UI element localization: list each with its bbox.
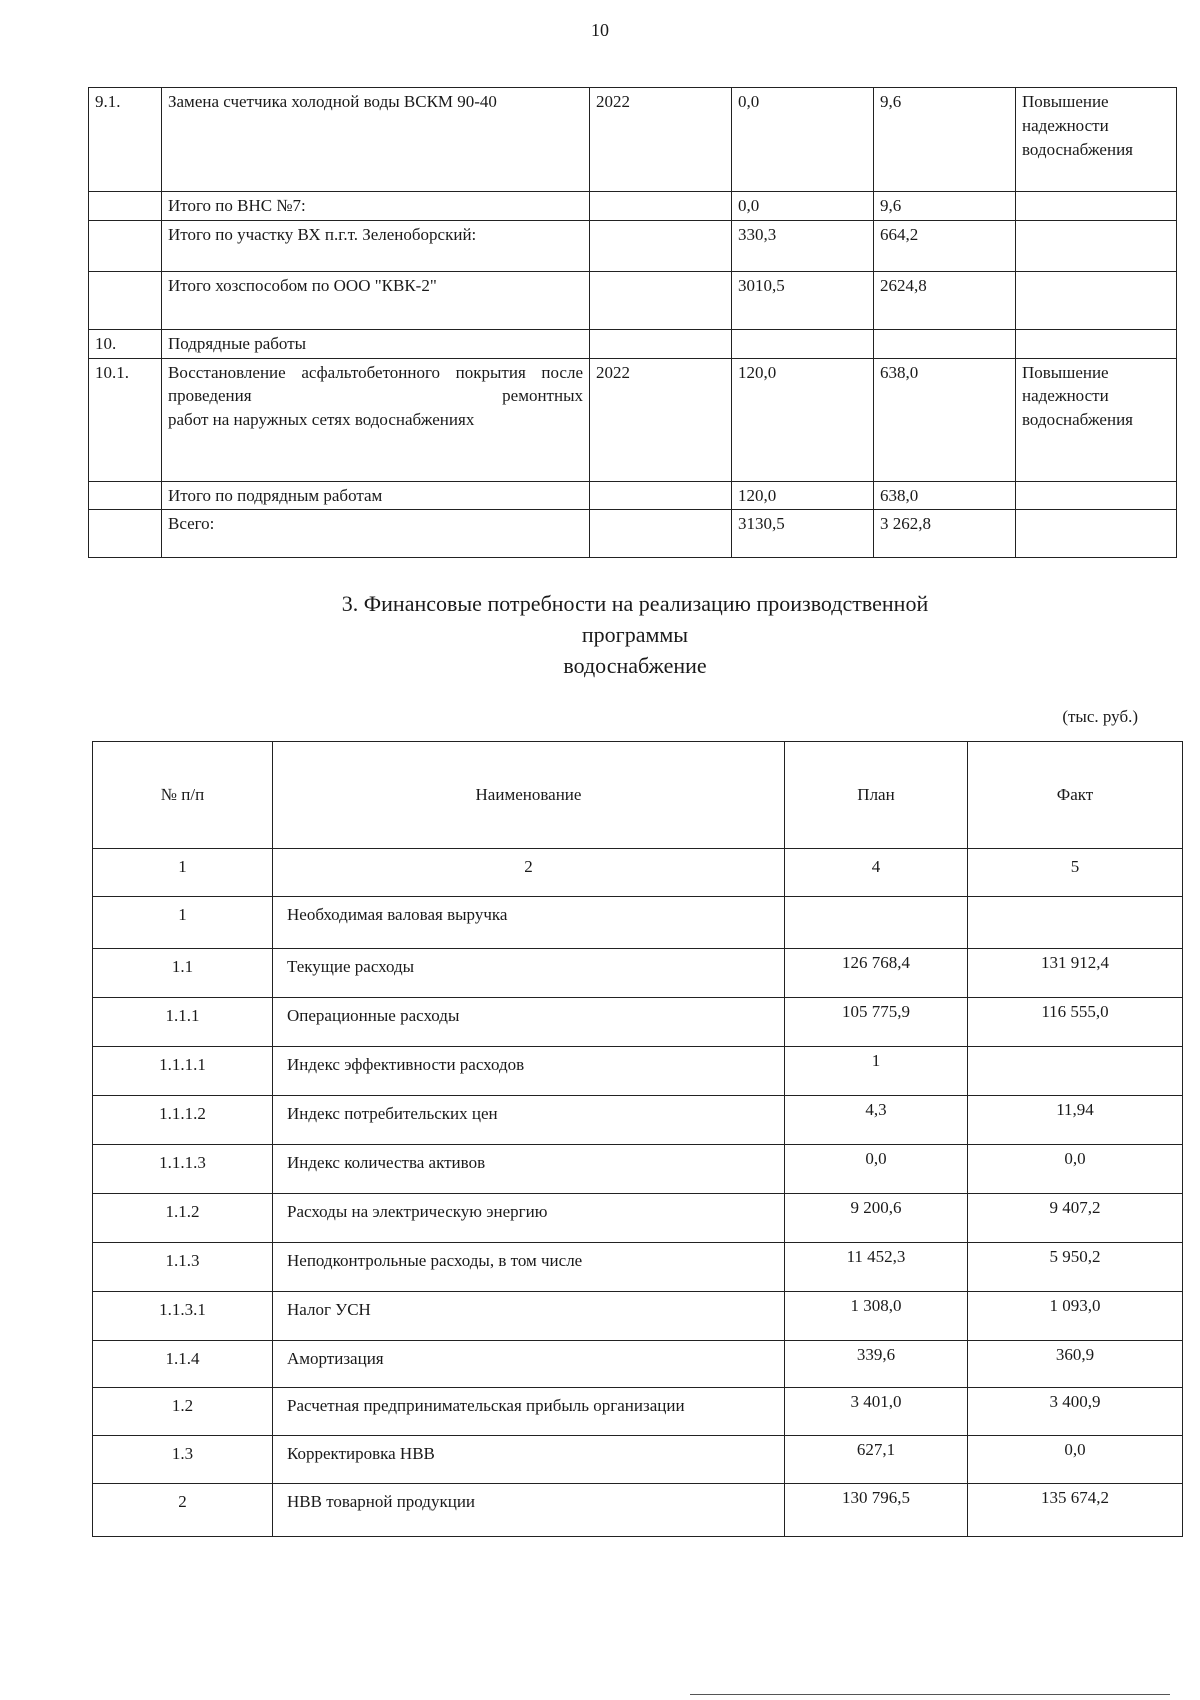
table-row xyxy=(93,1484,1183,1537)
item-year xyxy=(590,220,732,271)
item-note: Повышение надежности водоснабжения xyxy=(1016,88,1177,192)
table-row xyxy=(89,192,1177,221)
works-table xyxy=(88,87,1177,558)
item-name-main: Восстановление асфальтобетонного покрытия после проведения ремонтных xyxy=(168,362,583,406)
row-fact: 135 674,2 xyxy=(968,1484,1183,1537)
item-name: Итого по участку ВХ п.г.т. Зеленоборский: xyxy=(162,220,590,271)
row-plan: 339,6 xyxy=(785,1341,968,1388)
row-fact: 1 093,0 xyxy=(968,1292,1183,1341)
footer-rule xyxy=(690,1694,1170,1695)
item-plan: 3010,5 xyxy=(732,271,874,329)
item-plan xyxy=(732,329,874,358)
column-number: 1 xyxy=(93,849,273,897)
item-note xyxy=(1016,192,1177,221)
row-number: 1.1.1.3 xyxy=(93,1145,273,1194)
item-fact: 2624,8 xyxy=(874,271,1016,329)
row-number: 1.1.3.1 xyxy=(93,1292,273,1341)
item-note xyxy=(1016,481,1177,510)
table-row xyxy=(93,1388,1183,1436)
row-number: 1.1 xyxy=(93,949,273,998)
item-name: Всего: xyxy=(162,510,590,558)
item-fact: 9,6 xyxy=(874,192,1016,221)
row-number: 1.1.4 xyxy=(93,1341,273,1388)
row-fact: 0,0 xyxy=(968,1145,1183,1194)
row-plan: 3 401,0 xyxy=(785,1388,968,1436)
row-plan: 126 768,4 xyxy=(785,949,968,998)
item-number xyxy=(89,220,162,271)
row-fact: 0,0 xyxy=(968,1436,1183,1484)
row-name: Неподконтрольные расходы, в том числе xyxy=(273,1243,785,1292)
row-name: Необходимая валовая выручка xyxy=(273,897,785,949)
units-note: (тыс. руб.) xyxy=(1062,707,1138,726)
item-year xyxy=(590,329,732,358)
item-number xyxy=(89,510,162,558)
row-name: Индекс потребительских цен xyxy=(273,1096,785,1145)
item-number: 10.1. xyxy=(89,358,162,481)
row-name: Корректировка НВВ xyxy=(273,1436,785,1484)
row-number: 1.1.2 xyxy=(93,1194,273,1243)
item-note xyxy=(1016,329,1177,358)
page-number: 10 xyxy=(591,20,609,40)
item-plan: 0,0 xyxy=(732,192,874,221)
row-number: 2 xyxy=(93,1484,273,1537)
table-row xyxy=(89,329,1177,358)
column-number: 5 xyxy=(968,849,1183,897)
item-name-last-line: работ на наружных сетях водоснабжениях xyxy=(168,410,475,430)
item-name: Подрядные работы xyxy=(162,329,590,358)
row-plan: 0,0 xyxy=(785,1145,968,1194)
row-fact: 131 912,4 xyxy=(968,949,1183,998)
item-year: 2022 xyxy=(590,358,732,481)
item-fact: 638,0 xyxy=(874,481,1016,510)
item-plan: 0,0 xyxy=(732,88,874,192)
row-number: 1 xyxy=(93,897,273,949)
item-name: Итого по ВНС №7: xyxy=(162,192,590,221)
table-row xyxy=(89,358,1177,481)
row-plan: 105 775,9 xyxy=(785,998,968,1047)
item-note xyxy=(1016,271,1177,329)
row-name: Индекс эффективности расходов xyxy=(273,1047,785,1096)
item-fact: 3 262,8 xyxy=(874,510,1016,558)
table-row xyxy=(89,271,1177,329)
item-year xyxy=(590,481,732,510)
row-name: Расходы на электрическую энергию xyxy=(273,1194,785,1243)
item-plan: 3130,5 xyxy=(732,510,874,558)
item-name: Итого хозспособом по ООО "КВК-2" xyxy=(162,271,590,329)
finance-table xyxy=(92,741,1183,1537)
row-number: 1.2 xyxy=(93,1388,273,1436)
item-name: Замена счетчика холодной воды ВСКМ 90-40 xyxy=(162,88,590,192)
section-heading xyxy=(200,588,1070,682)
row-fact: 5 950,2 xyxy=(968,1243,1183,1292)
table-row xyxy=(93,1292,1183,1341)
column-header-fact: Факт xyxy=(968,742,1183,849)
item-year: 2022 xyxy=(590,88,732,192)
table-row xyxy=(93,1436,1183,1484)
row-fact xyxy=(968,897,1183,949)
column-header-name: Наименование xyxy=(273,742,785,849)
item-note: Повышение надежности водоснабжения xyxy=(1016,358,1177,481)
item-number: 10. xyxy=(89,329,162,358)
row-name: Расчетная предпринимательская прибыль организации xyxy=(273,1388,785,1436)
row-plan: 130 796,5 xyxy=(785,1484,968,1537)
row-plan: 627,1 xyxy=(785,1436,968,1484)
item-year xyxy=(590,192,732,221)
item-name: Итого по подрядным работам xyxy=(162,481,590,510)
row-plan xyxy=(785,897,968,949)
item-number xyxy=(89,481,162,510)
item-plan: 330,3 xyxy=(732,220,874,271)
item-number xyxy=(89,271,162,329)
row-fact: 360,9 xyxy=(968,1341,1183,1388)
item-fact: 9,6 xyxy=(874,88,1016,192)
row-fact: 11,94 xyxy=(968,1096,1183,1145)
table-row xyxy=(93,949,1183,998)
row-number: 1.1.1 xyxy=(93,998,273,1047)
item-fact xyxy=(874,329,1016,358)
item-number: 9.1. xyxy=(89,88,162,192)
row-number: 1.3 xyxy=(93,1436,273,1484)
row-fact: 3 400,9 xyxy=(968,1388,1183,1436)
column-header-num: № п/п xyxy=(93,742,273,849)
row-number: 1.1.1.1 xyxy=(93,1047,273,1096)
row-plan: 9 200,6 xyxy=(785,1194,968,1243)
row-name: Индекс количества активов xyxy=(273,1145,785,1194)
table-row xyxy=(89,481,1177,510)
item-name xyxy=(162,358,590,481)
item-number xyxy=(89,192,162,221)
section-title-line-2: программы xyxy=(581,622,689,648)
row-plan: 1 308,0 xyxy=(785,1292,968,1341)
row-name: Налог УСН xyxy=(273,1292,785,1341)
item-fact: 638,0 xyxy=(874,358,1016,481)
row-plan: 11 452,3 xyxy=(785,1243,968,1292)
section-title-line-1: 3. Финансовые потребности на реализацию производственной xyxy=(341,591,929,616)
item-plan: 120,0 xyxy=(732,358,874,481)
item-note xyxy=(1016,510,1177,558)
row-name: Операционные расходы xyxy=(273,998,785,1047)
table-row xyxy=(89,510,1177,558)
row-name: НВВ товарной продукции xyxy=(273,1484,785,1537)
item-fact: 664,2 xyxy=(874,220,1016,271)
table-row xyxy=(93,1145,1183,1194)
table-row xyxy=(93,897,1183,949)
row-name: Амортизация xyxy=(273,1341,785,1388)
column-number-row xyxy=(93,849,1183,897)
row-number: 1.1.1.2 xyxy=(93,1096,273,1145)
row-plan: 1 xyxy=(785,1047,968,1096)
row-fact: 116 555,0 xyxy=(968,998,1183,1047)
table-row xyxy=(89,88,1177,192)
table-row xyxy=(93,1096,1183,1145)
item-year xyxy=(590,271,732,329)
table-row xyxy=(93,1341,1183,1388)
column-number: 4 xyxy=(785,849,968,897)
row-fact xyxy=(968,1047,1183,1096)
item-year xyxy=(590,510,732,558)
column-header-plan: План xyxy=(785,742,968,849)
item-plan: 120,0 xyxy=(732,481,874,510)
header-row xyxy=(93,742,1183,849)
item-note xyxy=(1016,220,1177,271)
row-fact: 9 407,2 xyxy=(968,1194,1183,1243)
section-title-line-3: водоснабжение xyxy=(563,653,707,679)
table-row xyxy=(93,1047,1183,1096)
table-row xyxy=(89,220,1177,271)
column-number: 2 xyxy=(273,849,785,897)
table-row xyxy=(93,1194,1183,1243)
table-row xyxy=(93,1243,1183,1292)
row-name: Текущие расходы xyxy=(273,949,785,998)
row-number: 1.1.3 xyxy=(93,1243,273,1292)
table-row xyxy=(93,998,1183,1047)
row-plan: 4,3 xyxy=(785,1096,968,1145)
